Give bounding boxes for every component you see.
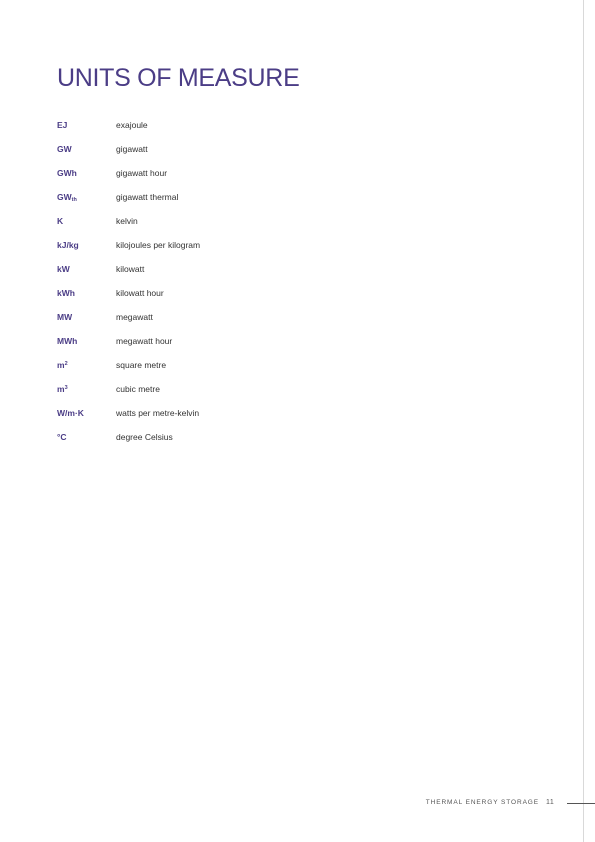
unit-symbol [57, 384, 116, 394]
page-edge-rule [583, 0, 584, 842]
unit-symbol: GW [57, 144, 72, 154]
unit-symbol-superscript: 3 [64, 385, 68, 391]
page-number: 11 [546, 799, 555, 806]
unit-symbol-base: m [57, 360, 65, 370]
unit-name: square metre [116, 360, 167, 370]
unit-name: gigawatt hour [116, 168, 168, 178]
unit-symbol: MW [57, 312, 73, 322]
unit-row-2 [57, 161, 200, 185]
footer-rule [567, 803, 595, 804]
unit-row-8 [57, 305, 200, 329]
page-title: UNITS OF MEASURE [57, 64, 300, 92]
unit-symbol: W/m·K [57, 408, 84, 418]
units-list [57, 113, 200, 449]
unit-name: megawatt [116, 312, 153, 322]
unit-row-12 [57, 401, 200, 425]
unit-name: gigawatt [116, 144, 148, 154]
unit-symbol-base: m [57, 384, 65, 394]
unit-symbol: K [57, 216, 64, 226]
unit-symbol: °C [57, 432, 67, 442]
unit-name: kilowatt hour [116, 288, 164, 298]
unit-row-6 [57, 257, 200, 281]
unit-symbol-subscript: th [71, 196, 77, 203]
unit-row-5 [57, 233, 200, 257]
unit-name: gigawatt thermal [116, 192, 179, 202]
unit-row-1 [57, 137, 200, 161]
unit-name: kelvin [116, 216, 138, 226]
unit-row-3 [57, 185, 200, 209]
footer-document-title: THERMAL ENERGY STORAGE [425, 799, 539, 806]
unit-name: watts per metre-kelvin [116, 408, 200, 418]
unit-symbol: MWh [57, 336, 78, 346]
unit-symbol-base: GW [57, 191, 72, 202]
unit-symbol: kW [57, 264, 70, 274]
unit-row-10 [57, 353, 200, 377]
unit-name: kilojoules per kilogram [116, 240, 201, 250]
unit-symbol: GWh [57, 168, 77, 178]
unit-symbol: kWh [57, 288, 75, 298]
unit-name: megawatt hour [116, 336, 173, 346]
unit-symbol: EJ [57, 120, 68, 130]
unit-row-9 [57, 329, 200, 353]
unit-name: degree Celsius [116, 432, 173, 442]
unit-name: cubic metre [116, 384, 160, 394]
unit-row-11 [57, 377, 200, 401]
unit-row-7 [57, 281, 200, 305]
page-footer [0, 797, 595, 809]
unit-row-0 [57, 113, 200, 137]
unit-row-13 [57, 425, 200, 449]
unit-symbol-superscript: 2 [64, 361, 68, 367]
unit-name: kilowatt [116, 264, 145, 274]
unit-symbol [57, 360, 116, 370]
unit-symbol [57, 192, 116, 203]
unit-symbol: kJ/kg [57, 240, 79, 250]
unit-name: exajoule [116, 120, 148, 130]
unit-row-4 [57, 209, 200, 233]
